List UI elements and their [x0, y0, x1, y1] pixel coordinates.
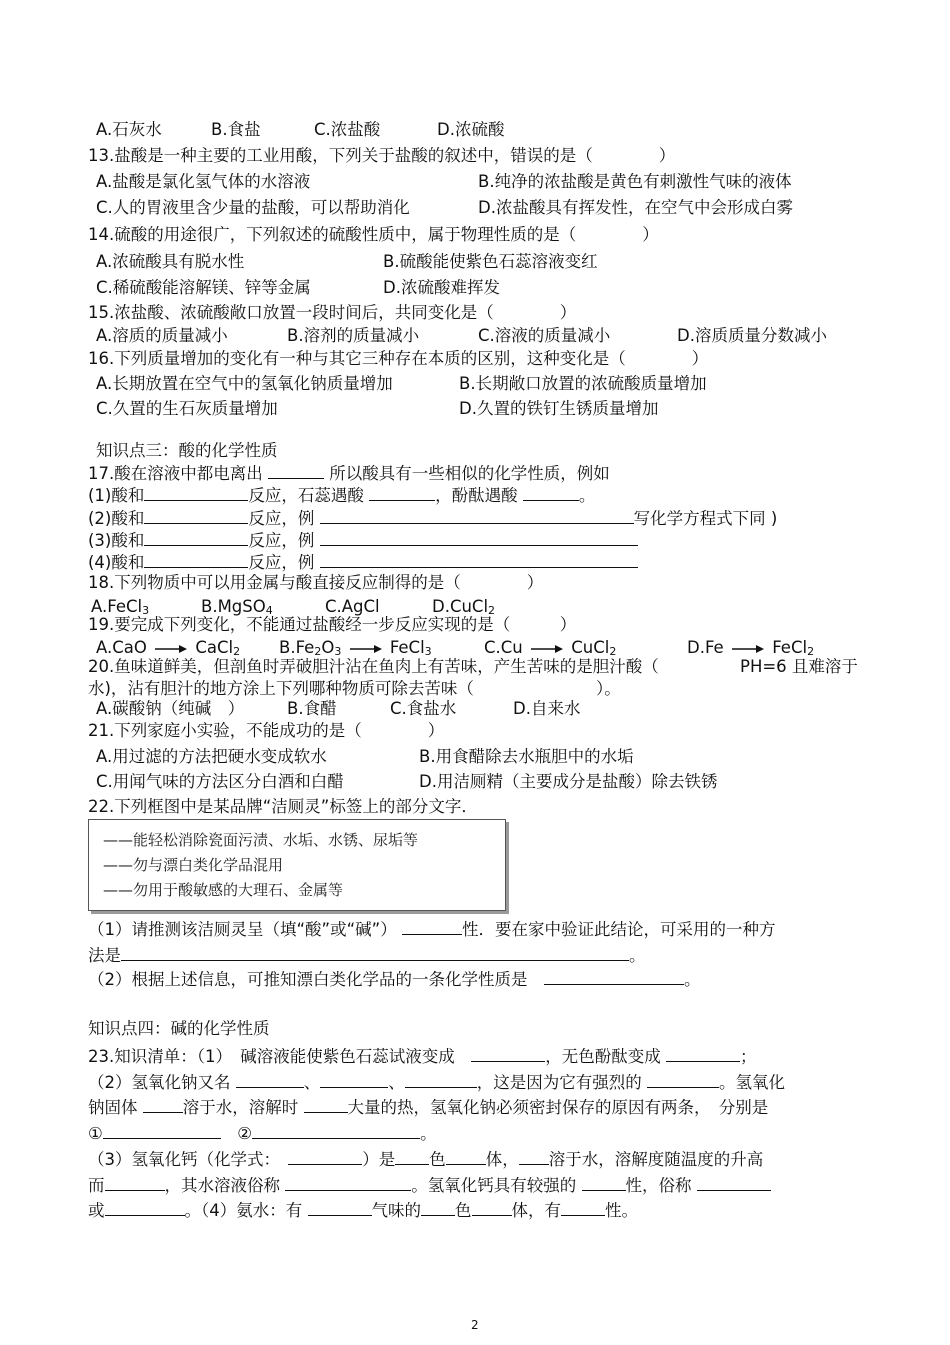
- reaction-arrow-icon: [731, 644, 765, 654]
- blank: [252, 1123, 420, 1139]
- blank: [121, 945, 629, 961]
- q13-option-a: A.盐酸是氯化氢气体的水溶液: [96, 172, 311, 191]
- q18-option-d: D.CuCl$_2$: [432, 597, 496, 617]
- q16-option-c: C.久置的生石灰质量增加: [96, 399, 278, 418]
- q14-option-a: A.浓硫酸具有脱水性: [96, 252, 245, 271]
- q14-stem: 14.硫酸的用途很广，下列叙述的硫酸性质中，属于物理性质的是（ ）: [88, 225, 659, 244]
- q22-part-1-cont: 法是 。: [88, 946, 646, 965]
- blank: [472, 1200, 512, 1216]
- q20-stem-line-1-tail: PH=6 且难溶于: [740, 657, 858, 676]
- q23-line-5: （3）氢氧化钙（化学式： ）是 色 体， 溶于水，溶解度随温度的升高: [88, 1150, 764, 1169]
- q19-option-a: A.CaO CaCl$_2$: [96, 638, 241, 658]
- blank: [304, 1097, 348, 1113]
- blank: [405, 1072, 477, 1088]
- q21-option-b: B.用食醋除去水瓶胆中的水垢: [419, 747, 634, 766]
- reaction-arrow-icon: [530, 644, 564, 654]
- blank: [421, 1200, 455, 1216]
- q15-option-b: B.溶剂的质量减小: [287, 326, 420, 345]
- blank: [666, 1046, 740, 1062]
- q19-option-b: $B.Fe_2O_3$ FeCl$_3$: [279, 638, 432, 658]
- blank: [561, 1200, 605, 1216]
- q20-option-d: D.自来水: [513, 699, 581, 718]
- q18-option-c: C.AgCl: [325, 597, 380, 616]
- q12-option-c: C.浓盐酸: [314, 120, 381, 139]
- reaction-arrow-icon: [154, 644, 188, 654]
- q23-line-3: 钠固体 溶于水，溶解时 大量的热，氢氧化钠必须密封保存的原因有两条， 分别是: [88, 1098, 769, 1117]
- q14-option-d: D.浓硫酸难挥发: [383, 278, 500, 297]
- blank: [320, 552, 638, 568]
- blank: [471, 1046, 545, 1062]
- q15-stem: 15.浓盐酸、浓硫酸敞口放置一段时间后，共同变化是（ ）: [88, 303, 577, 322]
- product-label-box: [88, 819, 506, 911]
- blank: [236, 1072, 304, 1088]
- label-line: ——勿与漂白类化学品混用: [103, 856, 284, 874]
- q15-option-a: A.溶质的质量减小: [96, 326, 228, 345]
- blank: [519, 1149, 549, 1165]
- q17-line-2: (2)酸和 反应，例 写化学方程式下同 ): [88, 509, 778, 528]
- q18-stem: 18.下列物质中可以用金属与酸直接反应制得的是（ ）: [88, 573, 544, 592]
- blank: [320, 508, 634, 524]
- blank: [268, 463, 324, 479]
- q16-option-a: A.长期放置在空气中的氢氧化钠质量增加: [96, 374, 393, 393]
- blank: [647, 1072, 719, 1088]
- q22-stem: 22.下列框图中是某品牌“洁厕灵”标签上的部分文字．: [88, 797, 478, 816]
- q15-option-c: C.溶液的质量减小: [478, 326, 611, 345]
- label-line: ——能轻松消除瓷面污渍、水垢、水锈、尿垢等: [103, 831, 419, 849]
- label-line: ——勿用于酸敏感的大理石、金属等: [103, 881, 344, 899]
- q16-option-b: B.长期敞口放置的浓硫酸质量增加: [459, 374, 707, 393]
- q21-stem: 21.下列家庭小实验，不能成功的是（ ）: [88, 721, 445, 740]
- q21-option-d: D.用洁厕精（主要成分是盐酸）除去铁锈: [419, 772, 718, 791]
- blank: [369, 485, 435, 501]
- blank: [144, 530, 248, 546]
- blank: [320, 530, 638, 546]
- q22-part-2: （2）根据上述信息，可推知漂白类化学品的一条化学性质是 。: [88, 970, 701, 989]
- q18-option-a: A.FeCl$_3$: [91, 597, 150, 617]
- page-number: 2: [471, 1318, 479, 1332]
- blank: [288, 1149, 362, 1165]
- section-heading-kp3: 知识点三：酸的化学性质: [96, 441, 278, 460]
- blank: [523, 485, 579, 501]
- q23-line-4: ① ② 。: [88, 1124, 437, 1143]
- q14-option-b: B.硫酸能使紫色石蕊溶液变红: [383, 252, 598, 271]
- q13-option-b: B.纯净的浓盐酸是黄色有刺激性气味的液体: [478, 172, 792, 191]
- q20-option-a: A.碳酸钠（纯碱 ）: [96, 699, 245, 718]
- q19-option-c: C.Cu CuCl$_2$: [484, 638, 617, 658]
- q17-line-1: (1)酸和 反应，石蕊遇酸 ，酚酞遇酸 。: [88, 486, 596, 505]
- q12-option-d: D.浓硫酸: [437, 120, 505, 139]
- blank: [144, 485, 248, 501]
- q15-option-d: D.溶质质量分数减小: [677, 326, 827, 345]
- blank: [582, 1175, 626, 1191]
- q21-option-c: C.用闻气味的方法区分白酒和白醋: [96, 772, 344, 791]
- blank: [144, 508, 248, 524]
- q22-part-1: （1）请推测该洁厕灵呈（填“酸”或“碱”） 性．要在家中验证此结论，可采用的一种方: [88, 920, 776, 939]
- q17-line-3: (3)酸和 反应，例: [88, 530, 638, 552]
- blank: [402, 919, 462, 935]
- blank: [308, 1200, 372, 1216]
- blank: [143, 1097, 183, 1113]
- q21-option-a: A.用过滤的方法把硬水变成软水: [96, 747, 327, 766]
- q12-option-a: A.石灰水: [96, 120, 162, 139]
- q20-stem-line-1: 20.鱼味道鲜美，但剖鱼时弄破胆汁沾在鱼肉上有苦味，产生苦味的是胆汁酸（: [88, 657, 659, 676]
- q13-option-c: C.人的胃液里含少量的盐酸，可以帮助消化: [96, 198, 410, 217]
- q14-option-c: C.稀硫酸能溶解镁、锌等金属: [96, 278, 311, 297]
- blank: [105, 1175, 165, 1191]
- blank: [446, 1149, 486, 1165]
- q16-stem: 16.下列质量增加的变化有一种与其它三种存在本质的区别，这种变化是（ ）: [88, 349, 709, 368]
- q20-option-b: B.食醋: [287, 699, 337, 718]
- q20-stem-line-2-tail: ）。: [596, 679, 621, 698]
- blank: [320, 1072, 388, 1088]
- blank: [103, 1123, 221, 1139]
- q13-option-d: D.浓盐酸具有挥发性，在空气中会形成白雾: [478, 198, 793, 217]
- blank: [105, 1200, 185, 1216]
- section-heading-kp4: 知识点四：碱的化学性质: [88, 1019, 270, 1038]
- blank: [395, 1149, 429, 1165]
- q18-option-b: B.MgSO$_4$: [201, 597, 273, 617]
- q20-option-c: C.食盐水: [390, 699, 457, 718]
- q20-stem-line-2: 水)，沾有胆汁的地方涂上下列哪种物质可除去苦味（: [88, 679, 474, 698]
- blank: [697, 1175, 771, 1191]
- blank: [285, 1175, 411, 1191]
- q16-option-d: D.久置的铁钉生锈质量增加: [459, 399, 659, 418]
- q23-line-7: 或 。（4）氨水：有 气味的 色 体，有 性。: [88, 1201, 638, 1220]
- q13-stem: 13.盐酸是一种主要的工业用酸，下列关于盐酸的叙述中，错误的是（ ）: [88, 146, 676, 165]
- q19-option-d: D.Fe FeCl$_2$: [687, 638, 815, 658]
- blank: [144, 552, 248, 568]
- q23-line-6: 而 ，其水溶液俗称 。氢氧化钙具有较强的 性，俗称: [88, 1175, 771, 1197]
- q17-stem: 17.酸在溶液中都电离出 所以酸具有一些相似的化学性质，例如: [88, 464, 610, 483]
- q12-option-b: B.食盐: [211, 120, 261, 139]
- q23-line-2: （2）氢氧化钠又名 、 、 ，这是因为它有强烈的 。氢氧化: [88, 1073, 785, 1092]
- q17-line-4: (4)酸和 反应，例: [88, 552, 638, 574]
- q19-stem: 19.要完成下列变化，不能通过盐酸经一步反应实现的是（ ）: [88, 615, 577, 634]
- reaction-arrow-icon: [349, 644, 383, 654]
- q23-line-1: 23.知识清单：（1） 碱溶液能使紫色石蕊试液变成 ，无色酚酞变成 ；: [88, 1047, 757, 1066]
- blank: [544, 969, 684, 985]
